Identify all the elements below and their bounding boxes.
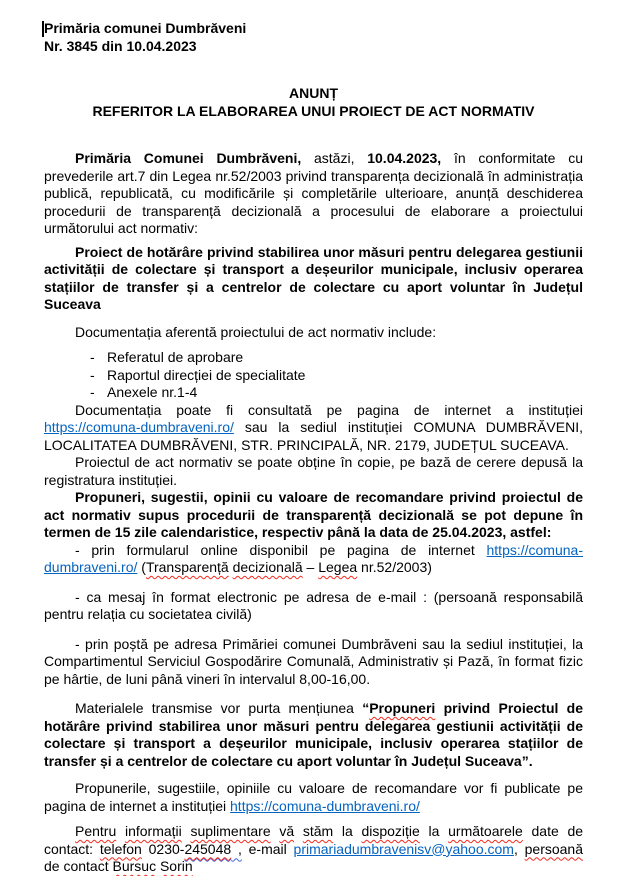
spellcheck-word: Legea	[318, 559, 358, 575]
contact-text: la	[419, 823, 449, 839]
list-item	[90, 384, 583, 402]
phone-number: 245048	[184, 840, 232, 857]
mention-paragraph	[44, 700, 583, 770]
list-item-label: Raportul direcției de specialitate	[107, 366, 306, 383]
spellcheck-word: dispoziție	[361, 823, 420, 839]
intro-text-1: astăzi,	[301, 150, 368, 166]
list-dash: -	[90, 366, 95, 383]
mention-text-1: Materialele transmise vor purta mențiunea	[75, 700, 363, 716]
contact-text: e-mail	[241, 840, 294, 857]
list-item-label: Anexele nr.1-4	[107, 384, 198, 400]
contact-text: la	[333, 823, 362, 839]
title-block	[44, 85, 583, 120]
spellcheck-word: Transparență	[145, 559, 229, 575]
channel-online-dash: –	[302, 559, 319, 575]
channel-online-text-1: - prin formularul online disponibil pe pagina de internet	[75, 541, 487, 558]
channel-email-paragraph: - ca mesaj în format electronic pe adresa de e-mail : (persoană responsabilă pentru relația cu societatea civilă)	[44, 588, 583, 622]
consultation-paragraph	[44, 402, 583, 455]
phone-suffix: ,	[231, 840, 242, 857]
website-link[interactable]: https://comuna-dumbraveni.ro/	[44, 419, 234, 435]
channel-online-text-3: nr.52/2003)	[357, 559, 432, 575]
channel-online-text-2: (	[137, 559, 146, 575]
spellcheck-word: informații	[124, 823, 182, 839]
list-item	[90, 367, 583, 385]
contact-paragraph	[44, 823, 583, 876]
list-item-label: Referatul de aprobare	[107, 349, 244, 365]
grammar-flag	[184, 841, 241, 857]
intro-institution-bold: Primăria Comunei Dumbrăveni,	[75, 150, 302, 166]
mention-quote-open: “	[362, 700, 370, 716]
project-title-paragraph: Proiect de hotărâre privind stabilirea unor măsuri pentru delegarea gestiunii activității de colectare și transport a deșeurilor municipale, inclusiv operarea stațiilor de transfer și a centrelor de colectare cu aport voluntar în Județul Suceava	[44, 243, 583, 312]
contact-text: date de contact:	[44, 823, 584, 857]
email-link[interactable]: primariadumbravenisv@yahoo.com	[293, 840, 514, 857]
contact-text: de contact	[44, 858, 113, 874]
text-cursor	[42, 21, 44, 37]
mention-bold-rest: privind Proiectul de hotărâre privind stabilirea unor măsuri pentru delegarea gestiunii activității de colectare și transport a deșeurilor municipale, inclusiv operarea stațiilor de transfer și a centrelor de colectare cu aport voluntar în Județul Suceava”.	[44, 700, 583, 769]
consultation-text-1: Documentația poate fi consultată pe pagina de internet a instituției	[75, 401, 583, 418]
spellcheck-word: decizională	[232, 559, 303, 575]
copy-request-paragraph: Proiectul de act normativ se poate obține în copie, pe bază de cerere depusă la registratura instituției.	[44, 454, 583, 488]
contact-text: ,	[513, 840, 525, 857]
spellcheck-word: vă	[279, 823, 295, 839]
spellcheck-word: persoană	[524, 840, 584, 857]
website-link[interactable]: https://comuna-dumbraveni.ro/	[230, 797, 420, 814]
proposals-deadline-paragraph: Propuneri, sugestii, opinii cu valoare de recomandare privind proiectul de act normativ supus procedurii de transparență decizională se pot depune în termen de 15 zile calendaristice, respectiv până la data de 25.04.2023, astfel:	[44, 489, 583, 540]
notice-title: ANUNȚ	[289, 85, 338, 101]
intro-date-bold: 10.04.2023,	[367, 150, 442, 166]
space	[116, 823, 125, 839]
documentation-list	[44, 349, 583, 402]
contact-person-first: Bursuc	[112, 858, 157, 874]
website-link[interactable]: https://comuna-dumbraveni.ro/	[44, 541, 583, 575]
notice-subtitle: REFERITOR LA ELABORAREA UNUI PROIECT DE ACT NORMATIV	[92, 102, 535, 119]
header-registration-number: Nr. 3845 din 10.04.2023	[44, 37, 197, 54]
intro-text-2: în conformitate cu prevederile art.7 din Legea nr.52/2003 privind transparența decizională în administrația publică, republicată, cu modificările și completările ulterioare, anunță deschiderea procedurii de transparență decizională a procesului de elaborare a proiectului următorului act normativ:	[44, 150, 583, 236]
space	[271, 823, 280, 839]
spellcheck-word: Pentru	[75, 823, 117, 839]
publication-paragraph	[44, 780, 583, 815]
list-item	[90, 349, 583, 367]
space	[294, 823, 303, 839]
spellcheck-word: stăm	[302, 823, 334, 839]
header-block	[44, 20, 583, 55]
list-dash: -	[90, 384, 95, 400]
channel-post-paragraph: - prin poștă pe adresa Primăriei comunei Dumbrăveni sau la sediul instituției, la Compartimentul Serviciul Gospodărire Comunală, Administrativ și Pază, în format fizic pe hârtie, de luni până vineri în intervalul 8,00-16,00.	[44, 635, 583, 687]
phone-prefix: 0230-	[141, 840, 185, 857]
spellcheck-word: Propuneri	[369, 700, 436, 716]
list-dash: -	[90, 349, 95, 365]
header-institution: Primăria comunei Dumbrăveni	[44, 20, 247, 36]
spellcheck-word: suplimentare	[190, 823, 271, 839]
publication-text-1: Propunerile, sugestiile, opiniile cu valoare de recomandare vor fi publicate pe pagina de internet a instituției	[44, 780, 583, 814]
intro-paragraph	[44, 150, 583, 238]
channel-online-paragraph	[44, 542, 583, 577]
spellcheck-word: următoarele	[448, 823, 523, 839]
contact-person-last: Sorin	[159, 858, 193, 874]
consultation-text-2: sau la sediul instituției COMUNA DUMBRĂVENI, LOCALITATEA DUMBRĂVENI, STR. PRINCIPALĂ, NR. 2179, JUDEȚUL SUCEAVA.	[44, 419, 583, 453]
documentation-intro: Documentația aferentă proiectului de act normativ include:	[75, 323, 437, 340]
spellcheck-word: telefon	[99, 840, 142, 857]
